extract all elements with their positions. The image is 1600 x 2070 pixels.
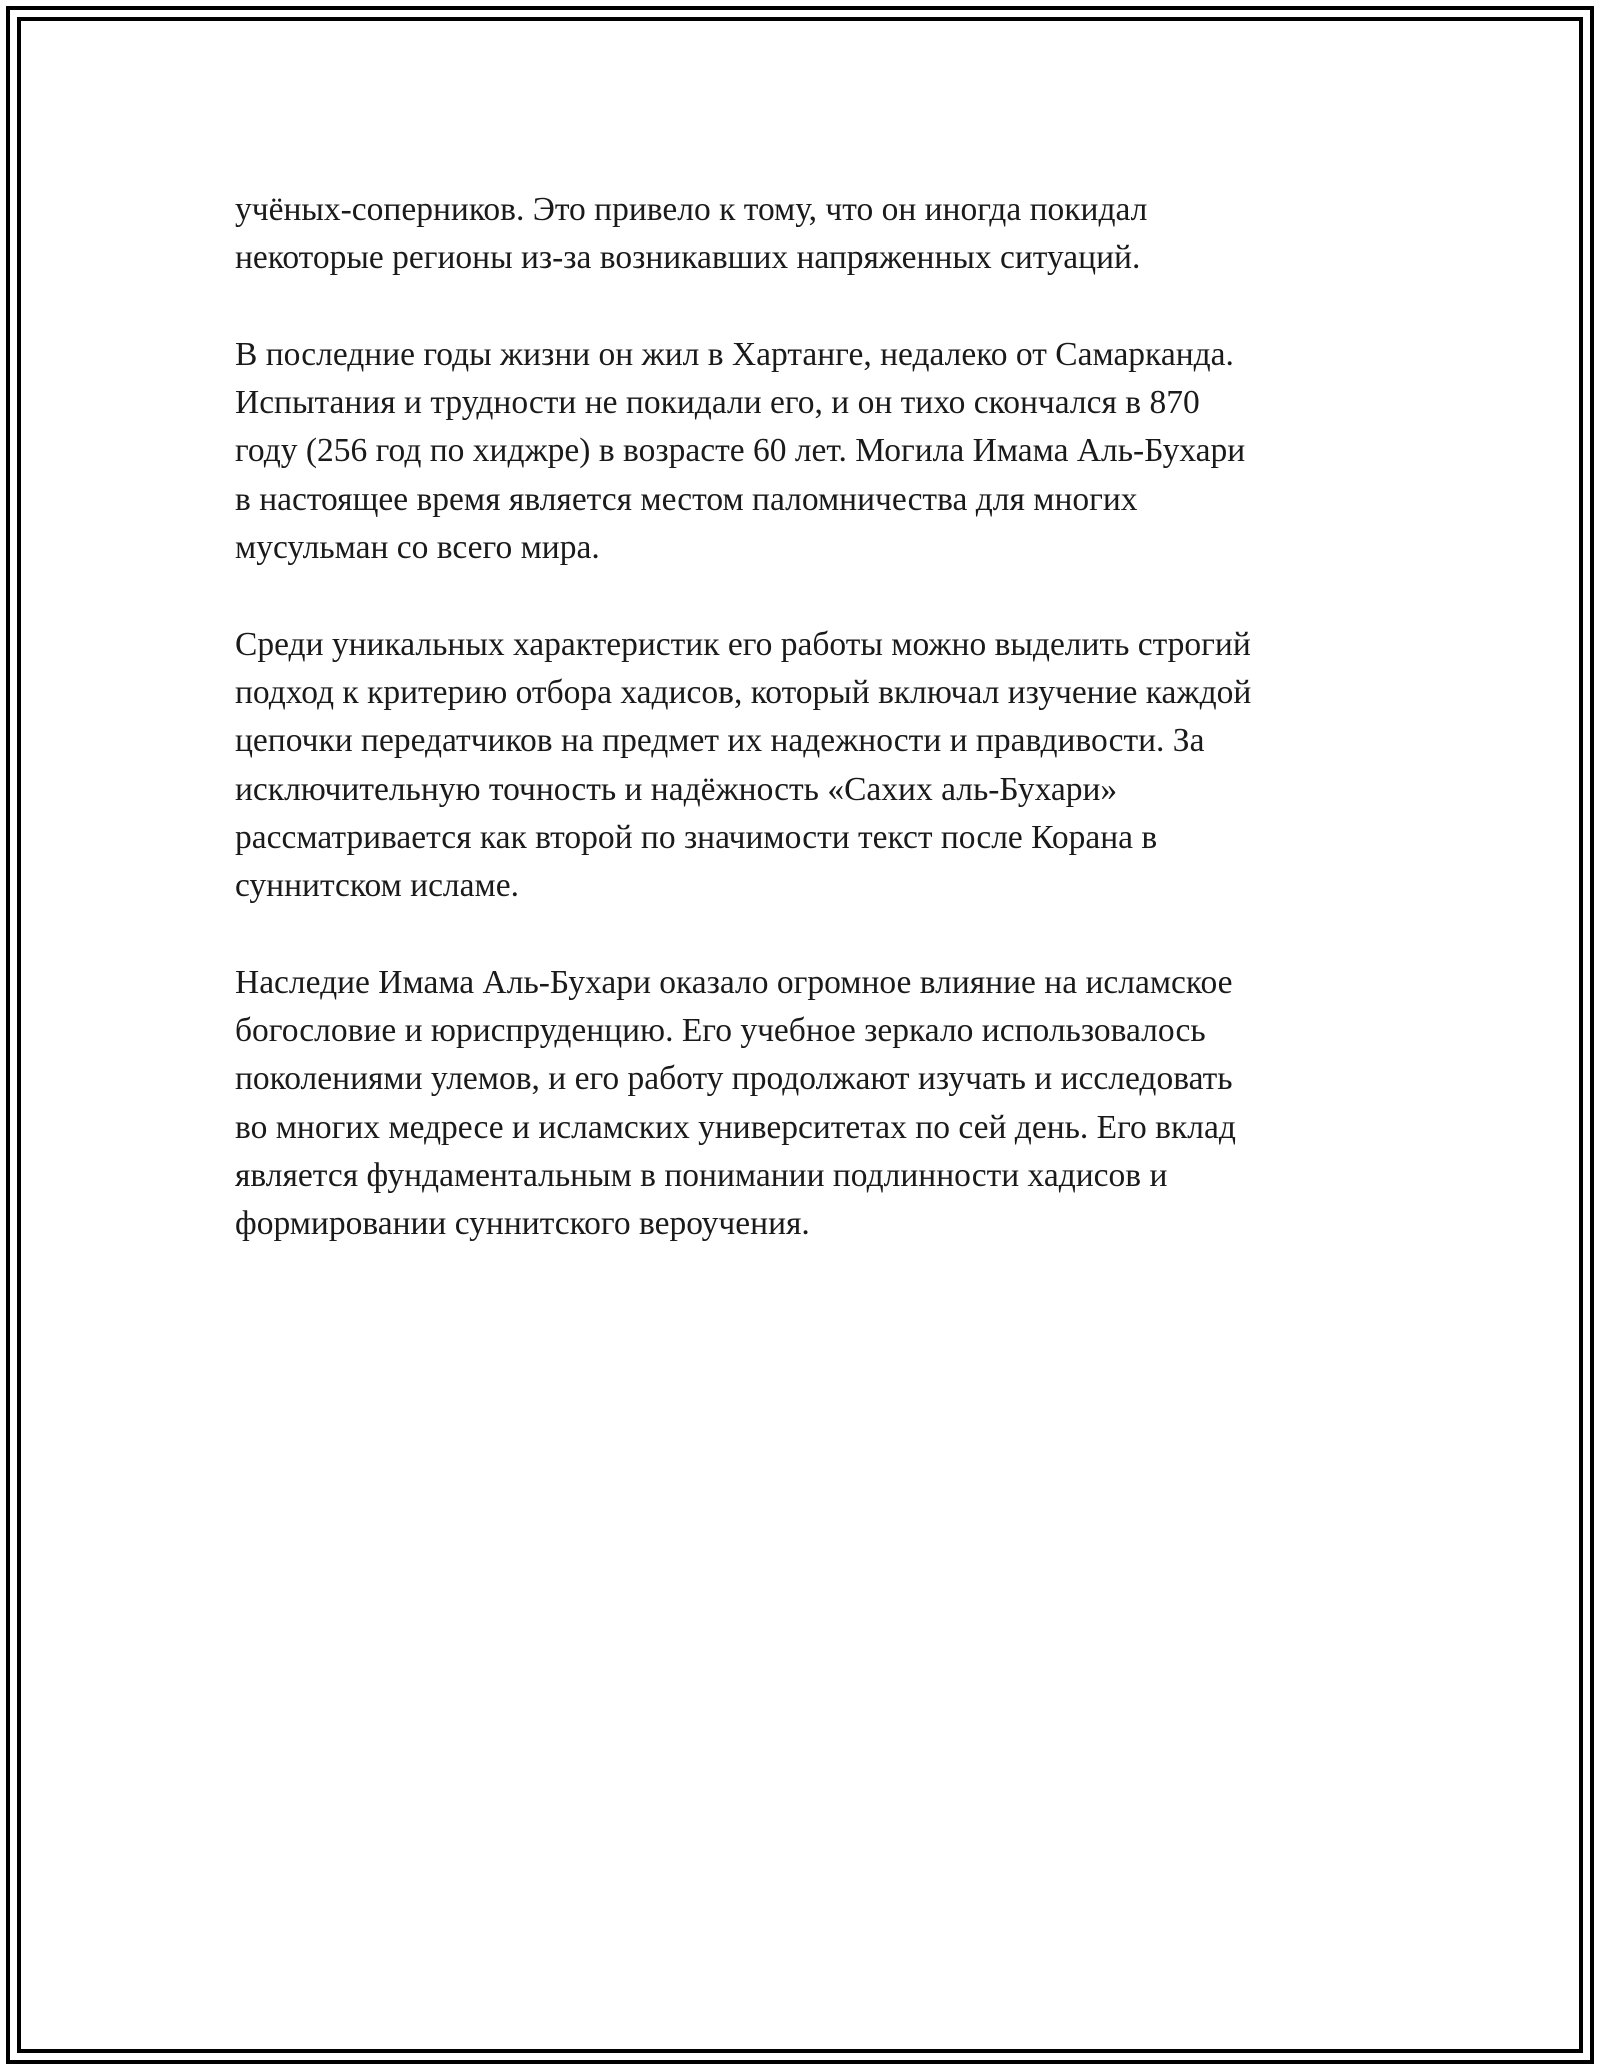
paragraph-4: Наследие Имама Аль-Бухари оказало огромное влияние на исламское богословие и юриспруденцию. Его учебное зеркало использовалось поколениями улемов, и его работу продолжают изучать и исследовать во многих медресе и исламских университетах по сей день. Его вклад является фундаментальным в понимании подлинности хадисов и формировании суннитского вероучения.	[235, 963, 1236, 1243]
paragraph-1: учёных-соперников. Это привело к тому, что он иногда покидал некоторые регионы из-за возникавших напряженных ситуаций.	[235, 191, 1148, 277]
paragraph-3: Среди уникальных характеристик его работы можно выделить строгий подход к критерию отбора хадисов, который включал изучение каждой цепочки передатчиков на предмет их надежности и правдивости. За исключительную точность и надёжность «Сахих аль-Бухари» рассматривается как второй по значимости текст после Корана в суннитском исламе.	[235, 625, 1252, 905]
paragraph-2: В последние годы жизни он жил в Хартанге, недалеко от Самарканда. Испытания и трудности не покидали его, и он тихо скончался в 870 году (256 год по хиджре) в возрасте 60 лет. Могила Имама Аль-Бухари в настоящее время является местом паломничества для многих мусульман со всего мира.	[235, 335, 1246, 567]
document-body	[235, 186, 1365, 1297]
